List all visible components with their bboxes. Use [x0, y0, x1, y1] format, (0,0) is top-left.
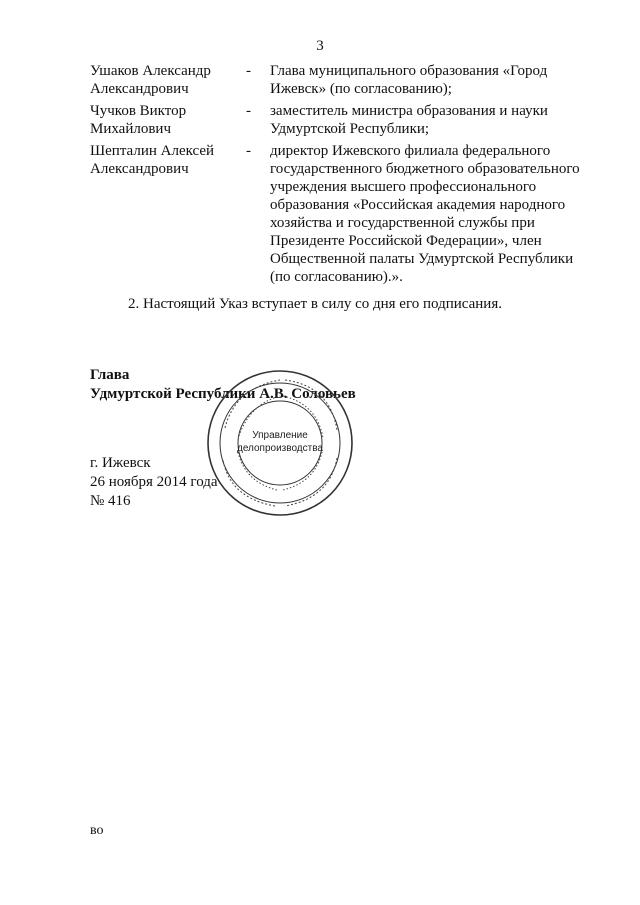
- member-role-line: Ижевск» (по согласованию);: [270, 81, 452, 97]
- member-role-line: директор Ижевского филиала федерального: [270, 143, 551, 159]
- seal-center-line1: Управление: [252, 430, 308, 441]
- member-name-line: Александрович: [90, 161, 189, 177]
- members-list: [90, 62, 590, 290]
- seal-center-line2: делопроизводства: [236, 443, 324, 454]
- member-role: [270, 102, 590, 138]
- member-dash: -: [246, 143, 251, 159]
- member-role-line: Президенте Российской Федерации», член: [270, 233, 542, 249]
- document-city: г. Ижевск: [90, 455, 151, 471]
- member-name: [90, 102, 240, 138]
- member-role-line: Общественной палаты Удмуртской Республики: [270, 251, 574, 267]
- member-dash: -: [246, 63, 251, 79]
- member-name: [90, 62, 240, 98]
- member-role-line: государственного бюджетного образовательного: [270, 161, 580, 177]
- member-name-line: Ушаков Александр: [90, 63, 211, 79]
- member-role-line: Удмуртской Республики;: [270, 121, 430, 137]
- signature-title: Глава: [90, 367, 130, 383]
- signature-name: Удмуртской Республики А.В. Соловьев: [90, 386, 356, 402]
- member-name-line: Шепталин Алексей: [90, 143, 215, 159]
- official-seal-stamp: [205, 368, 355, 518]
- member-role: [270, 142, 590, 286]
- member-role-line: образования «Российская академия народного: [270, 197, 566, 213]
- member-role-line: хозяйства и государственной службы при: [270, 215, 535, 231]
- member-role-line: (по согласованию).».: [270, 269, 403, 285]
- member-name: [90, 142, 240, 286]
- member-row: [90, 102, 590, 138]
- document-place-date: [90, 454, 218, 511]
- member-name-line: Александрович: [90, 81, 189, 97]
- member-name-line: Михайлович: [90, 121, 171, 137]
- member-dash: -: [246, 103, 251, 119]
- member-role-line: учреждения высшего профессионального: [270, 179, 537, 195]
- member-role: [270, 62, 590, 98]
- member-row: [90, 142, 590, 286]
- member-role-line: заместитель министра образования и науки: [270, 103, 548, 119]
- member-name-line: Чучков Виктор: [90, 103, 187, 119]
- page-number: 3: [316, 38, 324, 54]
- document-date: 26 ноября 2014 года: [90, 474, 218, 490]
- member-role-line: Глава муниципального образования «Город: [270, 63, 548, 79]
- member-row: [90, 62, 590, 98]
- footer-code: во: [90, 823, 104, 838]
- paragraph-effective-date: 2. Настоящий Указ вступает в силу со дня его подписания.: [128, 296, 502, 312]
- document-number: № 416: [90, 493, 131, 509]
